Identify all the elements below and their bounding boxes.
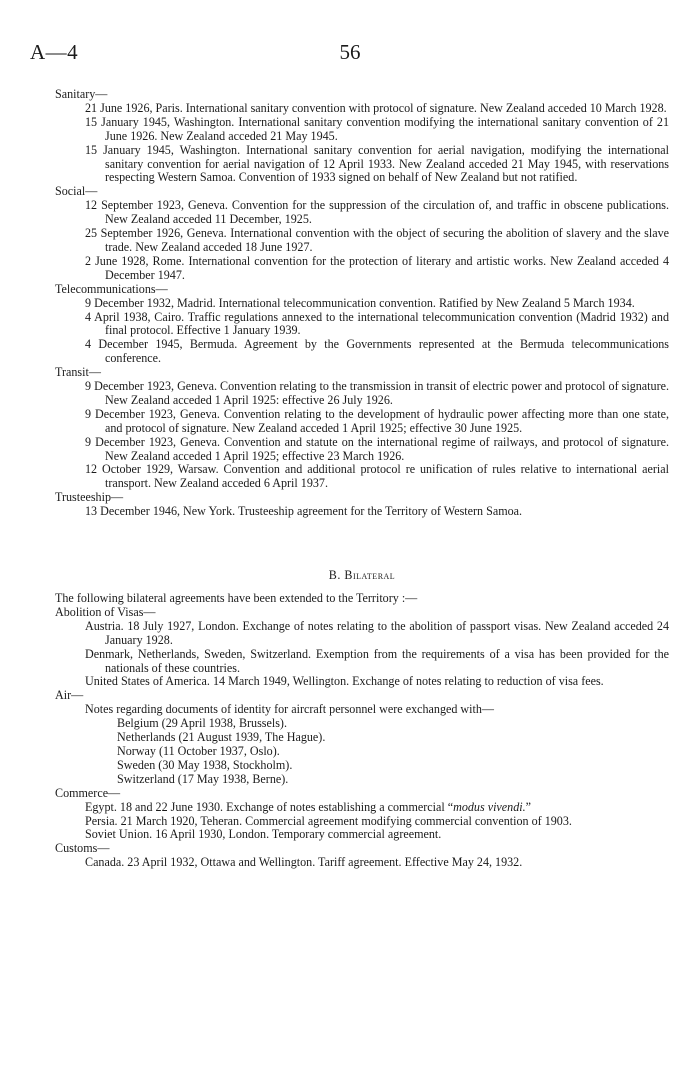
entry: 12 October 1929, Warsaw. Convention and additional protocol re unification of rules relative to international aerial transport. New Zealand acceded 6 April 1937. (85, 462, 669, 491)
section-air (55, 689, 669, 786)
section-heading: Telecommunications— (55, 281, 168, 296)
section-heading: Commerce— (55, 785, 121, 800)
document-body (55, 88, 669, 870)
list-item: Netherlands (21 August 1939, The Hague). (117, 730, 326, 745)
entry-italic: modus vivendi. (453, 799, 526, 814)
section-heading: Trusteeship— (55, 490, 124, 505)
bilateral-intro: The following bilateral agreements have been extended to the Territory :— (55, 591, 418, 605)
section-heading: Abolition of Visas— (55, 604, 156, 619)
entry: Denmark, Netherlands, Sweden, Switzerland. Exemption from the requirements of a visa has been provided for the nationals of these countries. (85, 646, 669, 675)
part-title-bilateral: B. Bilateral (328, 568, 396, 583)
list-item: Sweden (30 May 1938, Stockholm). (117, 757, 293, 772)
entry: Canada. 23 April 1932, Ottawa and Wellington. Tariff agreement. Effective May 24, 1932. (85, 855, 523, 870)
entry: Soviet Union. 16 April 1930, London. Temporary commercial agreement. (85, 827, 442, 842)
entry: Persia. 21 March 1920, Teheran. Commercial agreement modifying commercial convention of 1903. (85, 813, 572, 828)
entry: 9 December 1932, Madrid. International telecommunication convention. Ratified by New Zealand 5 March 1934. (85, 295, 635, 310)
list-item: Norway (11 October 1937, Oslo). (117, 743, 280, 758)
entry-close: ” (525, 799, 532, 814)
section-social (55, 185, 669, 282)
document-reference: A—4 (30, 40, 79, 64)
section-customs (55, 842, 669, 870)
entry: 12 September 1923, Geneva. Convention for the suppression of the circulation of, and traffic in obscene publications. New Zealand acceded 11 December, 1925. (85, 198, 669, 227)
air-lead: Notes regarding documents of identity for aircraft personnel were exchanged with— (85, 702, 495, 717)
page-header (30, 40, 670, 70)
section-heading: Customs— (55, 841, 110, 856)
entry-egypt (85, 801, 669, 815)
entry: 13 December 1946, New York. Trusteeship agreement for the Territory of Western Samoa. (85, 504, 523, 519)
entry: 25 September 1926, Geneva. International convention with the object of securing the abolition of slavery and the slave trade. New Zealand acceded 18 June 1927. (85, 226, 669, 254)
entry: 4 December 1945, Bermuda. Agreement by the Governments represented at the Bermuda telecommunications conference. (85, 337, 669, 366)
entry-text: Egypt. 18 and 22 June 1930. Exchange of notes establishing a commercial “ (85, 799, 454, 814)
section-abolition-of-visas (55, 606, 669, 689)
entry: 9 December 1923, Geneva. Convention relating to the development of hydraulic power affecting more than one state, and protocol of signature. New Zealand acceded 1 April 1925; effective 30 June 1925. (85, 406, 669, 435)
entry: 15 January 1945, Washington. International sanitary convention for aerial navigation, modifying the international sanitary convention for aerial navigation of 12 April 1933. New Zealand acceded 21 May 1945, with reservations respecting Western Samoa. Convention of 1933 signed on behalf of New Zealand but not ratified. (85, 142, 669, 185)
list-item: Belgium (29 April 1938, Brussels). (117, 716, 287, 731)
entry: 9 December 1923, Geneva. Convention relating to the transmission in transit of electric power and protocol of signature. New Zealand acceded 1 April 1925: effective 26 July 1926. (85, 379, 669, 407)
section-heading: Air— (55, 688, 84, 703)
section-heading: Sanitary— (55, 87, 108, 101)
section-trusteeship (55, 491, 669, 519)
section-telecommunications (55, 283, 669, 366)
section-heading: Social— (55, 184, 98, 199)
section-heading: Transit— (55, 365, 101, 380)
list-item: Switzerland (17 May 1938, Berne). (117, 771, 289, 786)
entry: 4 April 1938, Cairo. Traffic regulations annexed to the international telecommunication convention (Madrid 1932) and final protocol. Effective 1 January 1939. (85, 309, 669, 338)
section-transit (55, 366, 669, 491)
entry: Austria. 18 July 1927, London. Exchange of notes relating to the abolition of passport visas. New Zealand acceded 24 January 1928. (85, 618, 669, 647)
page-number: 56 (339, 40, 361, 64)
section-commerce (55, 787, 669, 843)
entry: 21 June 1926, Paris. International sanitary convention with protocol of signature. New Zealand acceded 10 March 1928. (85, 100, 667, 115)
entry: United States of America. 14 March 1949, Wellington. Exchange of notes relating to reduction of visa fees. (85, 674, 604, 689)
entry: 2 June 1928, Rome. International convention for the protection of literary and artistic works. New Zealand acceded 4 December 1947. (85, 253, 669, 282)
section-sanitary (55, 88, 669, 185)
entry: 9 December 1923, Geneva. Convention and statute on the international regime of railways, and protocol of signature. New Zealand acceded 1 April 1925; effective 23 March 1926. (85, 434, 669, 463)
entry: 15 January 1945, Washington. International sanitary convention modifying the international sanitary convention of 21 June 1926. New Zealand acceded 21 May 1945. (85, 114, 669, 143)
